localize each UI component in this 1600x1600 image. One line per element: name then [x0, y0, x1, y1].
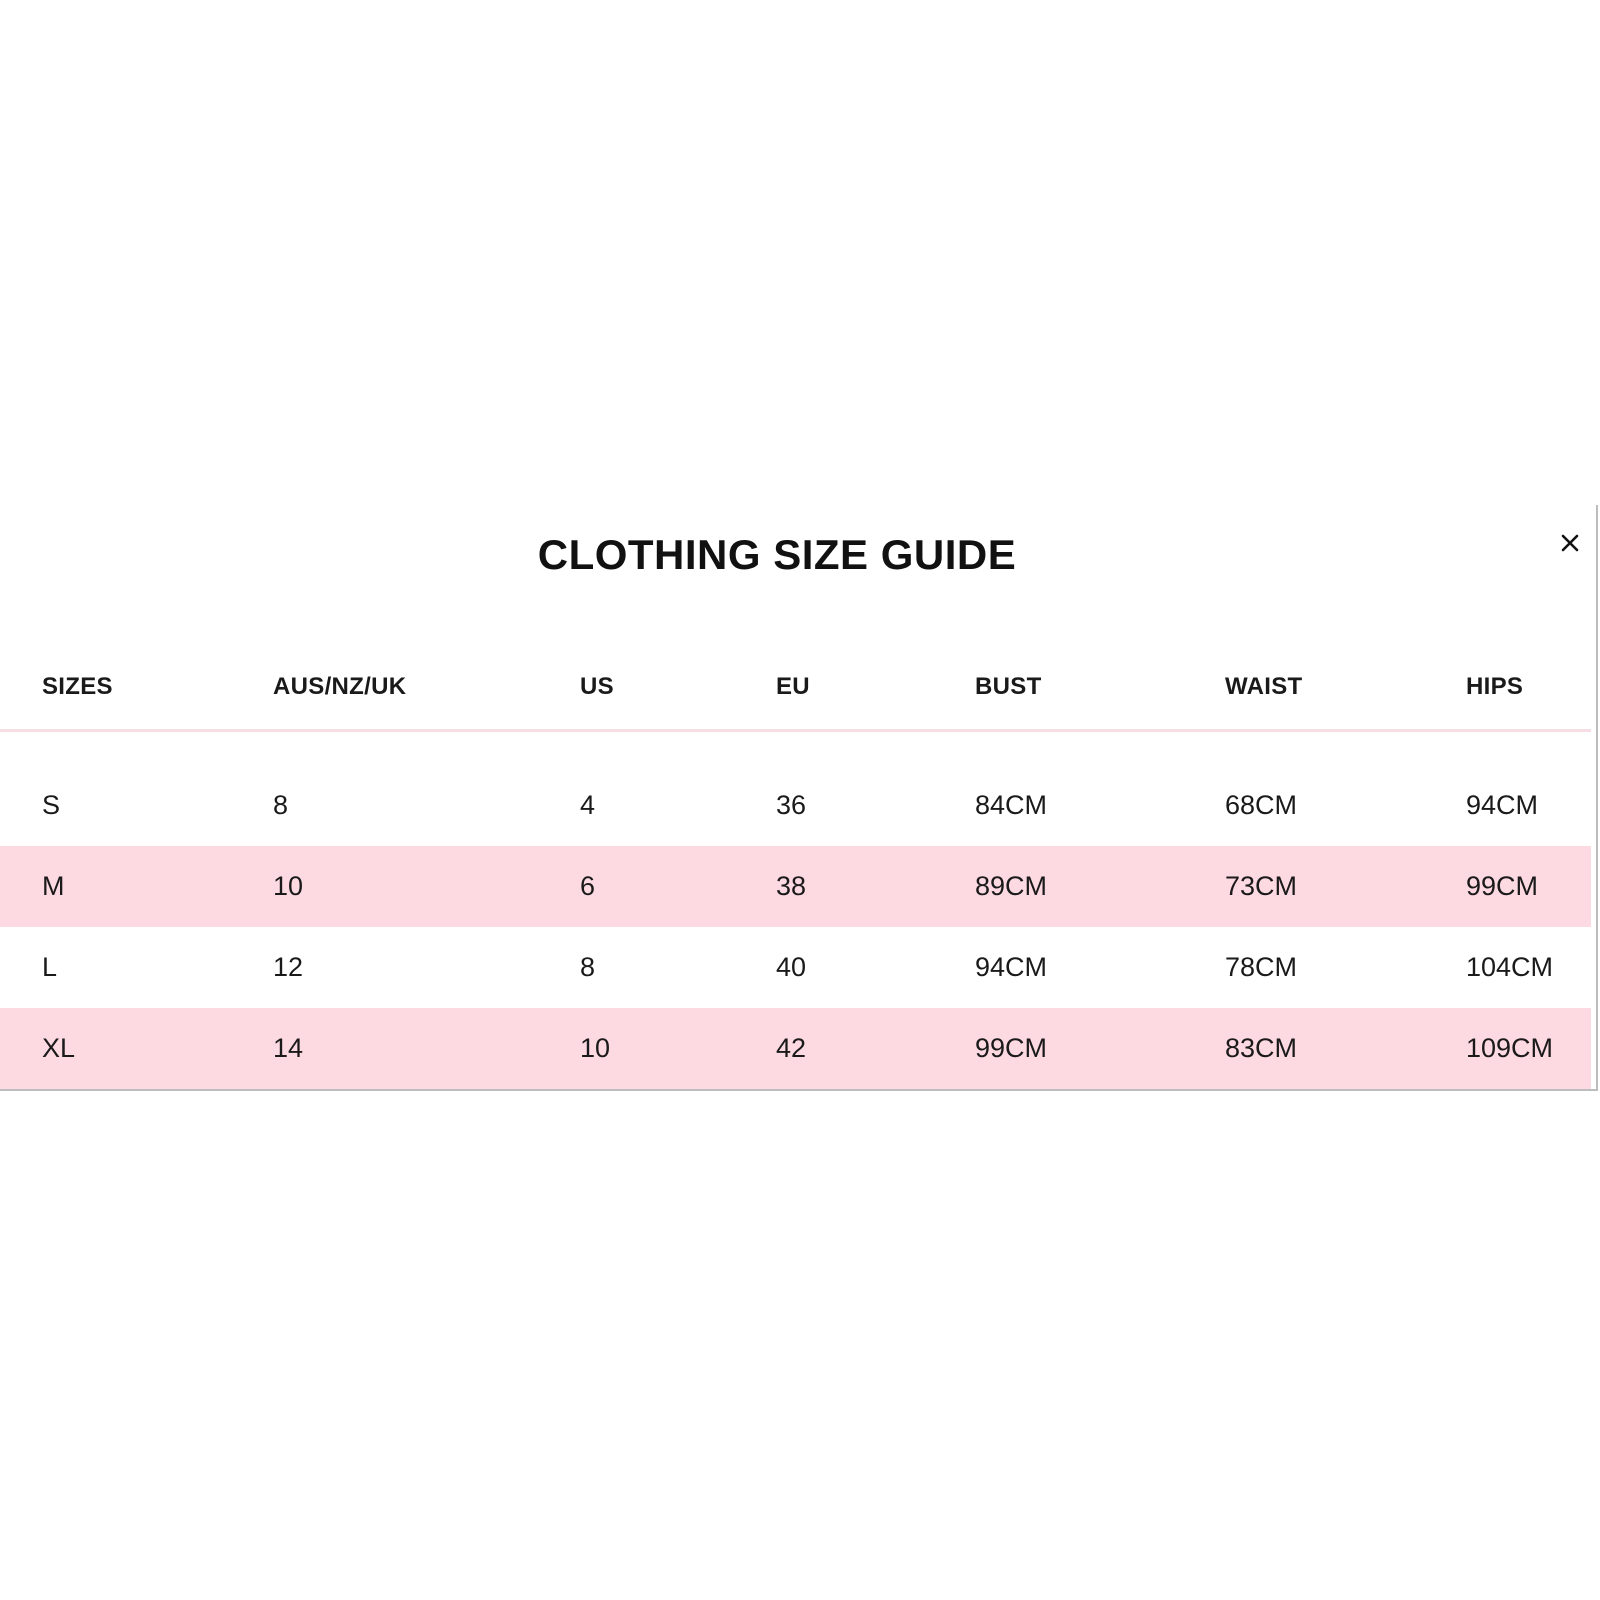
table-row	[0, 765, 1591, 846]
cell-size: L	[42, 952, 58, 982]
table-body	[0, 765, 1591, 1089]
cell-eu: 38	[776, 871, 807, 901]
cell-hips: 94CM	[1466, 790, 1539, 820]
header-sizes: SIZES	[42, 673, 113, 700]
cell-aus-nz-uk: 10	[273, 871, 304, 901]
header-waist: WAIST	[1225, 673, 1303, 700]
cell-aus-nz-uk: 14	[273, 1033, 304, 1063]
modal-title: CLOTHING SIZE GUIDE	[537, 531, 1017, 578]
cell-us: 8	[580, 952, 596, 982]
table-row	[0, 846, 1591, 927]
cell-size: M	[42, 871, 65, 901]
table-header-row	[0, 645, 1591, 732]
cell-us: 4	[580, 790, 596, 820]
cell-waist: 78CM	[1225, 952, 1298, 982]
size-guide-modal	[0, 505, 1598, 1091]
cell-eu: 42	[776, 1033, 807, 1063]
close-button[interactable]	[1553, 526, 1587, 560]
table-row	[0, 927, 1591, 1008]
header-bust: BUST	[975, 673, 1042, 700]
cell-aus-nz-uk: 8	[273, 790, 289, 820]
cell-bust: 84CM	[975, 790, 1048, 820]
cell-us: 10	[580, 1033, 611, 1063]
cell-hips: 104CM	[1466, 952, 1554, 982]
cell-eu: 36	[776, 790, 807, 820]
cell-us: 6	[580, 871, 596, 901]
table-row	[0, 1008, 1591, 1089]
cell-hips: 109CM	[1466, 1033, 1554, 1063]
cell-waist: 73CM	[1225, 871, 1298, 901]
cell-waist: 68CM	[1225, 790, 1298, 820]
cell-waist: 83CM	[1225, 1033, 1298, 1063]
close-icon	[1560, 533, 1580, 553]
header-aus-nz-uk: AUS/NZ/UK	[273, 673, 407, 700]
cell-aus-nz-uk: 12	[273, 952, 304, 982]
cell-size: XL	[42, 1033, 76, 1063]
header-us: US	[580, 673, 614, 700]
header-hips: HIPS	[1466, 673, 1524, 700]
cell-eu: 40	[776, 952, 807, 982]
cell-bust: 99CM	[975, 1033, 1048, 1063]
header-eu: EU	[776, 673, 810, 700]
cell-size: S	[42, 790, 61, 820]
cell-bust: 89CM	[975, 871, 1048, 901]
cell-hips: 99CM	[1466, 871, 1539, 901]
cell-bust: 94CM	[975, 952, 1048, 982]
size-table	[0, 645, 1591, 1089]
